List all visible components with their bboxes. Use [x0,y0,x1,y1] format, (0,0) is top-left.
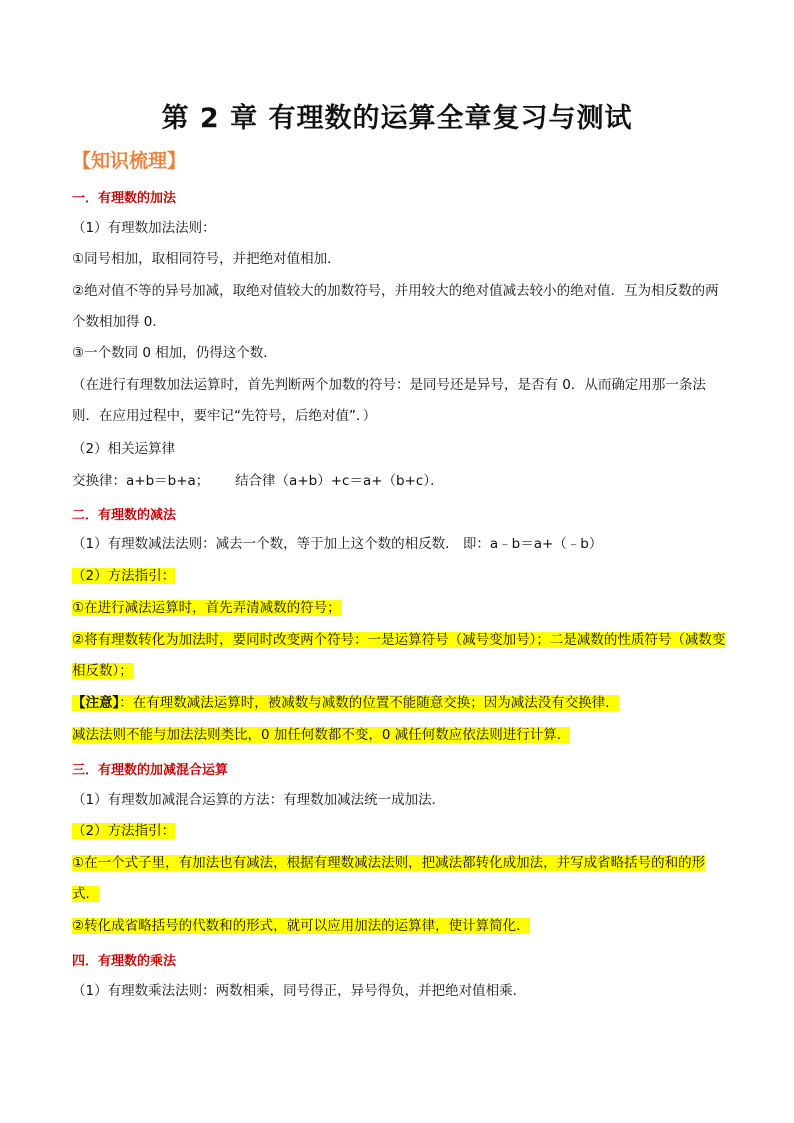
heading-subtraction: 二．有理数的减法 [72,508,177,523]
note-text: ：在有理数减法运算时，被减数与减数的位置不能随意交换；因为减法没有交换律． [119,695,619,711]
sub-method-1-text: ①在进行减法运算时，首先弄清减数的符号； [72,600,341,616]
sub-note-2-text: 减法法则不能与加法法则类比，0 加任何数都不变，0 减任何数应依法则进行计算． [72,727,571,743]
mix-rule: （1）有理数加减混合运算的方法：有理数加减法统一成加法． [72,792,446,808]
mix-method-1-text: ①在一个式子里，有加法也有减法，根据有理数减法法则，把减法都转化成加法，并写成省略括号的和的形式． [72,855,706,902]
associative-law: 结合律（a+b）+c＝a+（b+c）． [235,473,444,489]
mix-method-1 [72,848,726,910]
sub-method-label [72,567,726,586]
add-rule-1: ①同号相加，取相同符号，并把绝对值相加． [72,251,341,267]
sub-method-2-text: ②将有理数转化为加法时，要同时改变两个符号：一是运算符号（减号变加号）；二是减数的性质符号（减数变相反数）； [72,632,726,679]
add-rule-3: ③一个数同 0 相加，仍得这个数． [72,345,277,361]
mix-method-2 [72,917,726,936]
heading-mixed: 三．有理数的加减混合运算 [72,763,229,778]
mix-method-label [72,822,726,841]
sub-method-label-text: （2）方法指引： [72,568,176,584]
section-label: 【知识梳理】 [72,150,187,172]
heading-addition: 一．有理数的加法 [72,191,177,206]
heading-multiplication: 四．有理数的乘法 [72,954,177,969]
mix-method-label-text: （2）方法指引： [72,823,176,839]
mul-rule: （1）有理数乘法法则：两数相乘，同号得正，异号得负，并把绝对值相乘． [72,983,527,999]
mix-method-2-text: ②转化成省略括号的代数和的形式，就可以应用加法的运算律，使计算简化． [72,918,530,934]
commutative-law: 交换律：a+b＝b+a； [72,473,210,489]
add-rule-label: （1）有理数加法法则： [72,220,216,236]
sub-method-1 [72,599,726,618]
add-rule-2: ②绝对值不等的异号加减，取绝对值较大的加数符号，并用较大的绝对值减去较小的绝对值．互为相反数的两个数相加得 0． [72,283,719,330]
sub-method-2 [72,625,726,687]
add-law-label: （2）相关运算律 [72,441,176,457]
add-note: （在进行有理数加法运算时，首先判断两个加数的符号：是同号还是异号，是否有 0．从而确定用那一条法则．在应用过程中，要牢记“先符号，后绝对值”．） [72,377,706,424]
add-law-line [72,472,726,491]
sub-rule: （1）有理数减法法则：减去一个数，等于加上这个数的相反数． 即：a﹣b＝a+（﹣b） [72,536,603,552]
page-title: 第 2 章 有理数的运算全章复习与测试 [161,103,633,134]
note-tag: 【注意】 [72,695,120,711]
sub-note-2 [72,726,726,745]
sub-note [72,694,726,713]
